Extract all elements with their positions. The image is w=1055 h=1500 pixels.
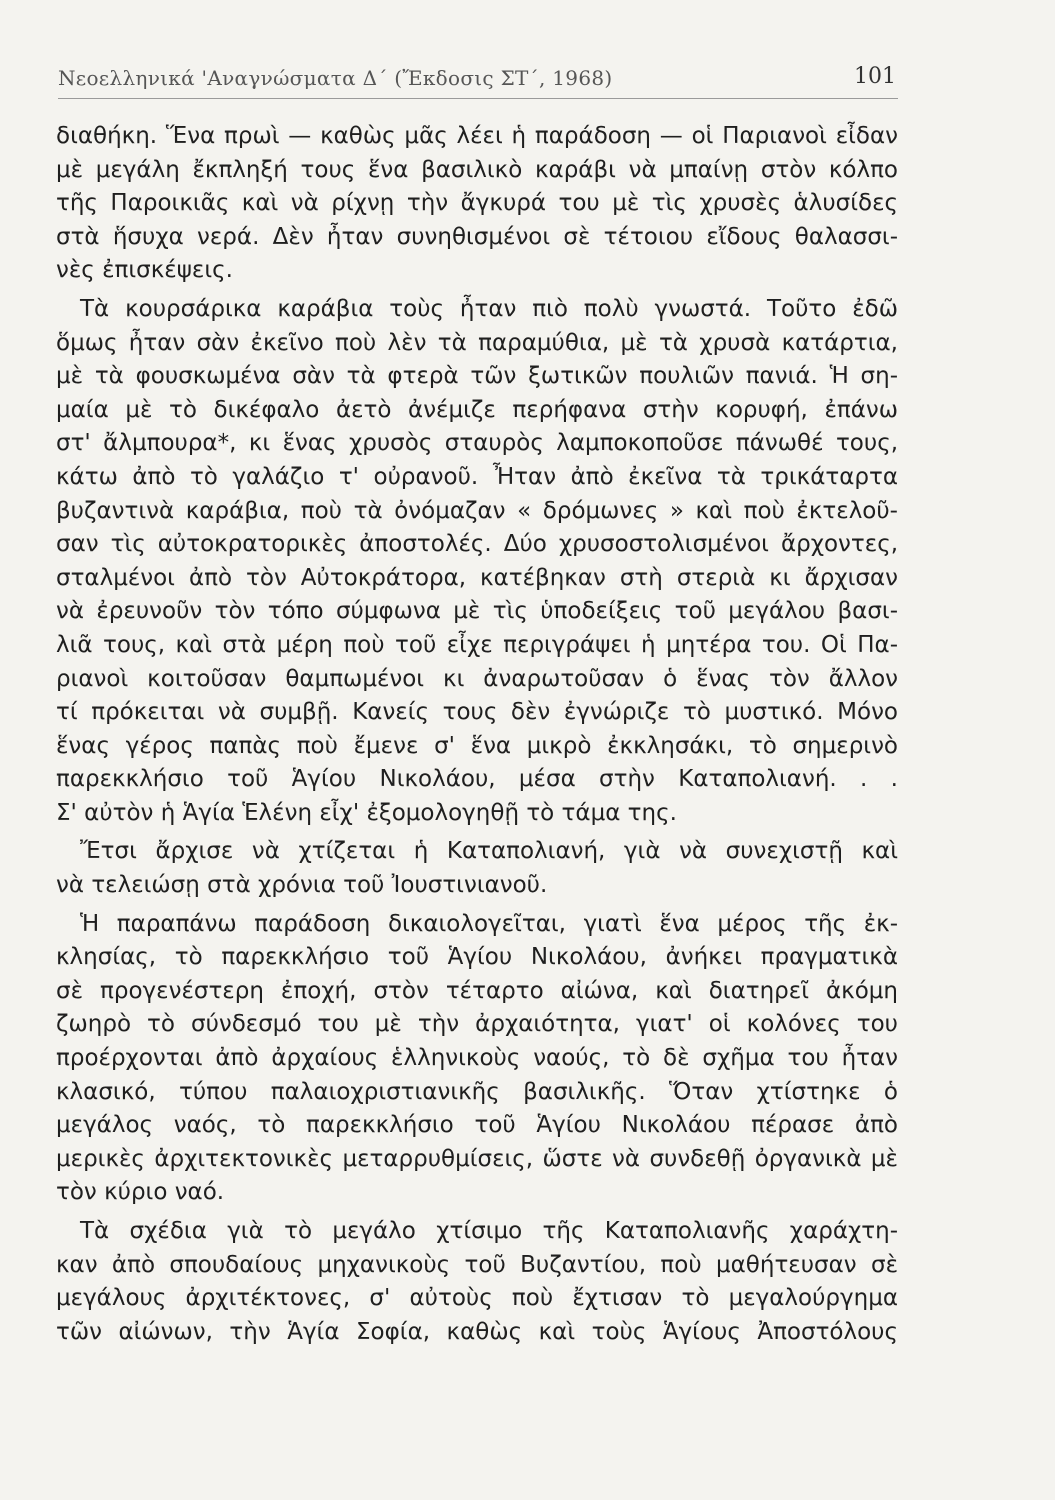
running-header: [58, 62, 898, 99]
text-line: νὰ ἐρευνοῦν τὸν τόπο σύμφωνα μὲ τὶς ὑποδείξεις τοῦ μεγάλου βασι-: [56, 598, 898, 625]
text-line: στὰ ἥσυχα νερά. Δὲν ἦταν συνηθισμένοι σὲ τέτοιου εἴδους θαλασσι-: [56, 223, 898, 250]
paragraph: [56, 1215, 898, 1349]
book-title: Νεοελληνικά 'Αναγνώσματα Δ΄ (Ἔκδοσις ΣΤ΄, 1968): [58, 66, 613, 90]
text-line: Τὰ κουρσάρικα καράβια τοὺς ἦταν πιὸ πολὺ γνωστά. Τοῦτο ἐδῶ: [80, 295, 898, 322]
text-line: Τὰ σχέδια γιὰ τὸ μεγάλο χτίσιμο τῆς Καταπολιανῆς χαράχτη-: [80, 1218, 898, 1244]
paragraph: [56, 835, 898, 902]
text-line: Ἡ παραπάνω παράδοση δικαιολογεῖται, γιατὶ ἕνα μέρος τῆς ἐκ-: [80, 910, 898, 937]
text-line: μὲ μεγάλη ἔκπληξή τους ἕνα βασιλικὸ καράβι νὰ μπαίνῃ στὸν κόλπο: [56, 156, 898, 183]
text-line: μεγάλος ναός, τὸ παρεκκλήσιο τοῦ Ἁγίου Νικολάου πέρασε ἀπὸ: [56, 1112, 898, 1139]
text-line: ἕνας γέρος παπὰς ποὺ ἔμενε σ' ἕνα μικρὸ ἐκκλησάκι, τὸ σημερινὸ: [56, 732, 898, 759]
paragraph: [56, 908, 898, 1210]
text-line: ριανοὶ κοιτοῦσαν θαμπωμένοι κι ἀναρωτοῦσαν ὁ ἕνας τὸν ἄλλον: [56, 665, 898, 692]
text-line: βυζαντινὰ καράβια, ποὺ τὰ ὀνόμαζαν « δρόμωνες » καὶ ποὺ ἐκτελοῦ-: [56, 497, 898, 524]
text-line: ζωηρὸ τὸ σύνδεσμό του μὲ τὴν ἀρχαιότητα, γιατ' οἱ κολόνες του: [56, 1011, 898, 1038]
text-line: προέρχονται ἀπὸ ἀρχαίους ἑλληνικοὺς ναούς, τὸ δὲ σχῆμα του ἦταν: [56, 1045, 898, 1072]
text-line: λιᾶ τους, καὶ στὰ μέρη ποὺ τοῦ εἶχε περιγράψει ἡ μητέρα του. Οἱ Πα-: [56, 631, 898, 658]
text-line: καν ἀπὸ σπουδαίους μηχανικοὺς τοῦ Βυζαντίου, ποὺ μαθήτευσαν σὲ: [56, 1251, 898, 1278]
text-line: ὅμως ἦταν σὰν ἐκεῖνο ποὺ λὲν τὰ παραμύθια, μὲ τὰ χρυσὰ κατάρτια,: [56, 329, 898, 356]
text-line: κάτω ἀπὸ τὸ γαλάζιο τ' οὐρανοῦ. Ἦταν ἀπὸ ἐκεῖνα τὰ τρικάταρτα: [56, 463, 898, 490]
text-line: τί πρόκειται νὰ συμβῇ. Κανείς τους δὲν ἐγνώριζε τὸ μυστικό. Μόνο: [56, 699, 898, 726]
text-line: μεγάλους ἀρχιτέκτονες, σ' αὐτοὺς ποὺ ἔχτισαν τὸ μεγαλούργημα: [56, 1285, 898, 1312]
text-line: κλησίας, τὸ παρεκκλήσιο τοῦ Ἁγίου Νικολάου, ἀνήκει πραγματικὰ: [56, 944, 898, 971]
paragraph: [56, 120, 898, 288]
page-number: 101: [854, 64, 896, 89]
text-line: κλασικό, τύπου παλαιοχριστιανικῆς βασιλικῆς. Ὅταν χτίστηκε ὁ: [56, 1078, 898, 1105]
text-line: νὰ τελειώσῃ στὰ χρόνια τοῦ Ἰουστινιανοῦ.: [56, 872, 548, 899]
text-line: παρεκκλήσιο τοῦ Ἁγίου Νικολάου, μέσα στὴν Καταπολιανή. . .: [56, 766, 898, 793]
body-text: [56, 120, 898, 1354]
text-line: νὲς ἐπισκέψεις.: [56, 257, 233, 284]
text-line: σταλμένοι ἀπὸ τὸν Αὐτοκράτορα, κατέβηκαν στὴ στεριὰ κι ἄρχισαν: [56, 564, 898, 591]
text-line: τῶν αἰώνων, τὴν Ἁγία Σοφία, καθὼς καὶ τοὺς Ἁγίους Ἀποστόλους: [56, 1318, 898, 1345]
text-line: μὲ τὰ φουσκωμένα σὰν τὰ φτερὰ τῶν ξωτικῶν πουλιῶν πανιά. Ἡ ση-: [56, 363, 898, 390]
text-line: στ' ἄλμπουρα*, κι ἕνας χρυσὸς σταυρὸς λαμποκοποῦσε πάνωθέ τους,: [56, 430, 898, 457]
text-line: Σ' αὐτὸν ἡ Ἁγία Ἑλένη εἶχ' ἐξομολογηθῇ τὸ τάμα της.: [56, 799, 677, 826]
text-line: τὸν κύριο ναό.: [56, 1179, 225, 1206]
text-line: Ἔτσι ἄρχισε νὰ χτίζεται ἡ Καταπολιανή, γιὰ νὰ συνεχιστῇ καὶ: [80, 838, 898, 865]
text-line: διαθήκη. Ἕνα πρωὶ — καθὼς μᾶς λέει ἡ παράδοση — οἱ Παριανοὶ εἶδαν: [56, 123, 898, 149]
paragraph: [56, 293, 898, 831]
text-line: σαν τὶς αὐτοκρατορικὲς ἀποστολές. Δύο χρυσοστολισμένοι ἄρχοντες,: [56, 531, 898, 558]
text-line: σὲ προγενέστερη ἐποχή, στὸν τέταρτο αἰώνα, καὶ διατηρεῖ ἀκόμη: [56, 977, 898, 1004]
text-line: μερικὲς ἀρχιτεκτονικὲς μεταρρυθμίσεις, ὥστε νὰ συνδεθῇ ὀργανικὰ μὲ: [56, 1145, 898, 1172]
text-line: μαία μὲ τὸ δικέφαλο ἀετὸ ἀνέμιζε περήφανα στὴν κορυφή, ἐπάνω: [56, 396, 898, 423]
text-line: τῆς Παροικιᾶς καὶ νὰ ρίχνῃ τὴν ἄγκυρά του μὲ τὶς χρυσὲς ἁλυσίδες: [56, 190, 898, 217]
